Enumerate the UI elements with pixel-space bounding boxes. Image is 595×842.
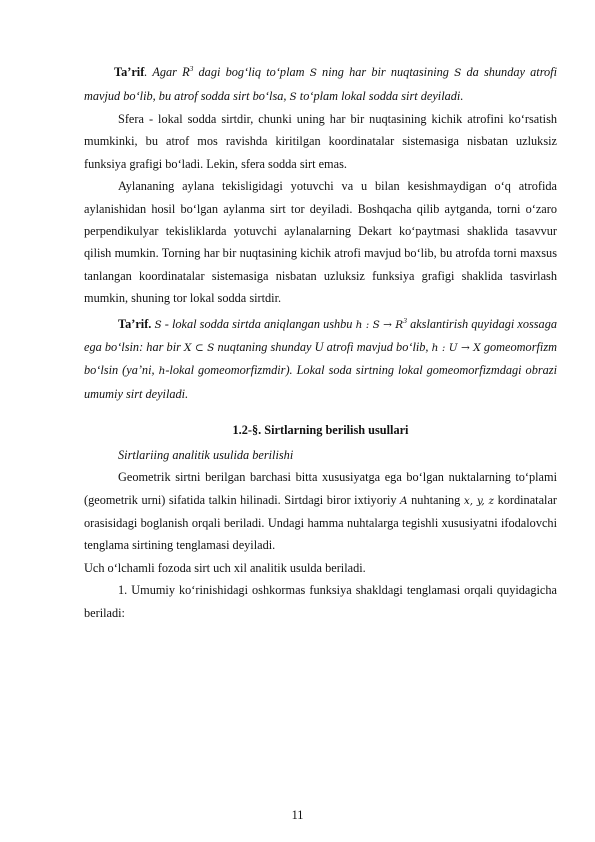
definition-general-surface: Ta’rif. S - lokal sodda sirtda aniqlangan ushbu h : $S \to R^3$ akslantirish quyidagi xossaga ega bo‘lsin: har bir X ⊂ S nuqtaning shunday U atrofi mavjud bo‘lib, h : U → X gomeomorfizm bo‘lsin (ya’ni, h-lokal gomeomorfizmdir). Lokal soda sirtning lokal gomeomorfizmdagi obrazi umumiy sirt deyiladi. xyxy=(84,315,557,401)
math-S: S xyxy=(289,90,297,103)
paragraph-implicit-function: 1. Umumiy ko‘rinishidagi oshkormas funksiya shakldagi tenglamasi orqali quyidagicha beriladi: xyxy=(84,583,557,620)
math-h: h xyxy=(158,365,166,378)
document-page xyxy=(84,58,557,624)
definition-label: Ta’rif xyxy=(114,65,145,80)
math-map-h: h : S → R xyxy=(355,318,404,331)
math-S: S xyxy=(154,318,162,331)
page-number: 11 xyxy=(291,808,304,822)
math-xyz: x, y, z xyxy=(463,494,495,507)
math-S: S xyxy=(309,67,317,80)
math-S: S xyxy=(454,67,462,80)
paragraph-three-ways: Uch o‘lchamli fozoda sirt uch xil analitik usulda beriladi. xyxy=(84,560,366,575)
definition-local-simple-surface: Ta’rif. Agar $R^3$ dagi bog‘liq to‘plam S ning har bir nuqtasining S da shunday atrofi mavjud bo‘lib, bu atrof sodda sirt bo‘lsa, S to‘plam lokal sodda sirt deyiladi. xyxy=(84,64,557,103)
math-subset: X ⊂ S xyxy=(184,342,215,355)
subsection-heading: Sirtlariing analitik usulida berilishi xyxy=(118,447,294,462)
paragraph-torus: Aylananing aylana tekisligidagi yotuvchi va u bilan kesishmaydigan o‘q atrofida aylanishidan hosil bo‘lgan aylanma sirt tor deyiladi. Boshqacha qilib aytganda, torni o‘zaro perpendikulyar tekisliklarda yotuvchi aylanalarning Dekart ko‘paytmasi shaklida tasavvur qilish mumkin. Torning har bir nuqtasining kichik atrofi mavjud bo‘lib, bu atrofda torni maxsus tanlangan koordinatalar sistemasiga nisbatan uzluksiz funksiya grafigi shaklida tasvirlash mumkin, shuning tor lokal sodda sirtdir. xyxy=(84,179,557,306)
section-heading: 1.2-§. Sirtlarning berilish usullari xyxy=(232,423,409,438)
math-A: A xyxy=(400,494,408,507)
paragraph-sphere: Sfera - lokal sodda sirtdir, chunki uning har bir nuqtasining kichik atrofini ko‘rsatish mumkinki, bu atrof mos ravishda kiritilgan koordinatalar sistemasiga nisbatan uzluksiz funksiya grafigi bo‘ladi. Lekin, sfera sodda sirt emas. xyxy=(84,111,557,171)
paragraph-geometric-surface: Geometrik sirtni berilgan barchasi bitta xususiyatga ega bo‘lgan nuktalarning to‘plami (geometrik urni) sifatida talkin hilinadi. Sirtdagi biror ixtiyoriy A nuhtaning x, y, z kordinatalar orasisidagi boglanish orqali beriladi. Undagi hamma nuhtalarga tegishli xususiyatni ifodalovchi tenglama sirtining tenglamasi deyiladi. xyxy=(84,470,558,553)
math-map-h-u: h : U → X xyxy=(431,342,481,355)
definition-label: Ta’rif. xyxy=(118,316,152,331)
